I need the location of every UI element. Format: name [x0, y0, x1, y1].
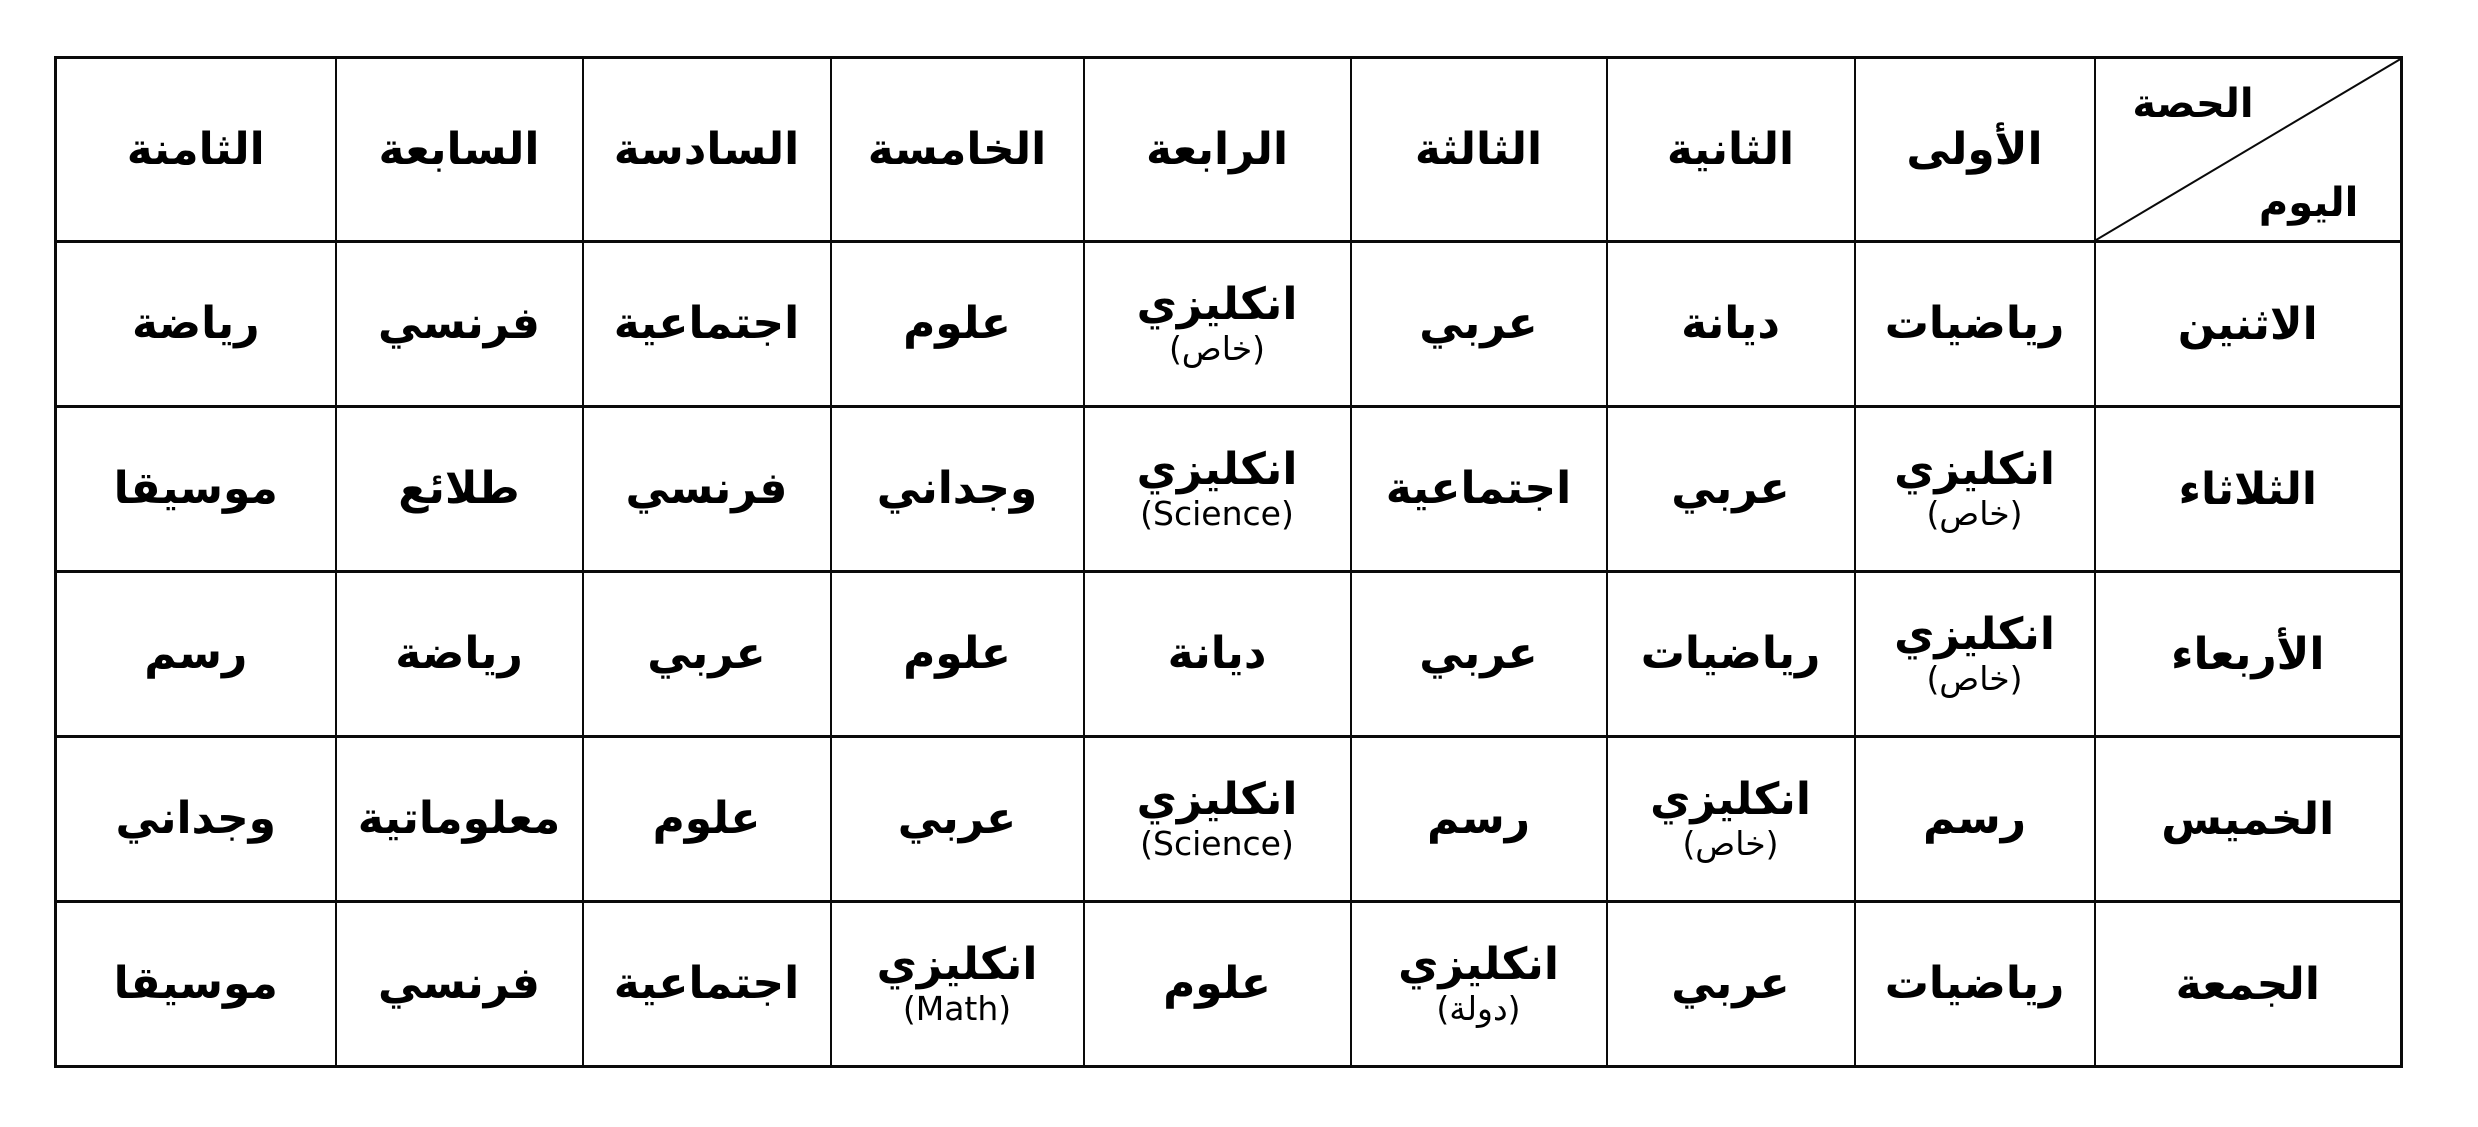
subject-cell	[336, 242, 583, 407]
subject-cell	[1351, 902, 1607, 1067]
period-header-1	[1855, 58, 2095, 242]
subject-cell	[1084, 572, 1351, 737]
table-row-tuesday	[56, 407, 2402, 572]
subject-detail: (خاص)	[1682, 823, 1779, 863]
corner-cell	[2095, 58, 2402, 242]
day-name: الثلاثاء	[2178, 463, 2317, 515]
subject-cell	[56, 572, 336, 737]
subject-cell	[336, 902, 583, 1067]
day-header	[2095, 737, 2402, 902]
period-header-4	[1084, 58, 1351, 242]
subject-name: فرنسي	[378, 958, 540, 1010]
period-header-7	[336, 58, 583, 242]
subject-cell	[336, 737, 583, 902]
period-header-label: الأولى	[1906, 124, 2043, 175]
subject-name: رياضة	[395, 628, 523, 680]
table-row-monday	[56, 242, 2402, 407]
subject-cell	[56, 902, 336, 1067]
subject-cell	[1855, 572, 2095, 737]
period-header-label: الرابعة	[1145, 124, 1289, 175]
subject-name: وجداني	[876, 463, 1038, 515]
subject-name: رسم	[1922, 793, 2027, 845]
subject-cell	[831, 902, 1084, 1067]
subject-name: رياضة	[131, 298, 260, 350]
subject-name: علوم	[903, 628, 1011, 680]
subject-cell	[1855, 242, 2095, 407]
subject-cell	[831, 737, 1084, 902]
subject-detail: (Math)	[902, 988, 1012, 1028]
subject-cell	[56, 242, 336, 407]
subject-name: علوم	[903, 298, 1011, 350]
day-header	[2095, 242, 2402, 407]
subject-name: موسيقا	[113, 958, 278, 1010]
subject-name: انكليزي	[1398, 939, 1559, 991]
subject-name: علوم	[652, 793, 761, 845]
subject-name: رياضيات	[1884, 298, 2065, 350]
day-name: الاثنين	[2177, 298, 2318, 350]
subject-cell	[1351, 407, 1607, 572]
subject-name: عربي	[1419, 628, 1538, 680]
table-row-wednesday	[56, 572, 2402, 737]
subject-name: عربي	[647, 628, 766, 680]
subject-name: انكليزي	[876, 939, 1038, 991]
subject-cell	[1855, 902, 2095, 1067]
period-header-label: الخامسة	[867, 124, 1047, 175]
subject-name: عربي	[1671, 958, 1790, 1010]
subject-cell	[831, 407, 1084, 572]
subject-cell	[336, 407, 583, 572]
subject-cell	[1351, 737, 1607, 902]
subject-cell	[1607, 737, 1855, 902]
subject-name: رسم	[1426, 793, 1531, 845]
subject-cell	[1607, 572, 1855, 737]
period-header-6	[583, 58, 831, 242]
subject-cell	[1607, 407, 1855, 572]
day-name: الجمعة	[2175, 958, 2320, 1010]
period-header-8	[56, 58, 336, 242]
subject-name: طلائع	[398, 463, 520, 515]
subject-name: انكليزي	[1894, 444, 2055, 496]
subject-cell	[1607, 242, 1855, 407]
period-header-5	[831, 58, 1084, 242]
subject-name: عربي	[897, 793, 1017, 845]
subject-cell	[56, 407, 336, 572]
period-header-label: السادسة	[613, 124, 800, 175]
subject-name: انكليزي	[1136, 774, 1298, 826]
subject-name: اجتماعية	[613, 298, 800, 350]
period-axis-label: الحصة	[2132, 81, 2254, 127]
subject-name: معلوماتية	[357, 793, 561, 845]
subject-cell	[1855, 407, 2095, 572]
subject-name: انكليزي	[1894, 609, 2055, 661]
period-header-label: الثانية	[1666, 124, 1795, 175]
subject-name: اجتماعية	[1385, 463, 1572, 515]
subject-name: فرنسي	[625, 463, 788, 515]
day-name: الخميس	[2161, 793, 2335, 845]
period-header-label: السابعة	[378, 124, 540, 175]
day-header	[2095, 407, 2402, 572]
subject-name: رياضيات	[1640, 628, 1821, 680]
day-name: الأربعاء	[2170, 628, 2325, 680]
subject-cell	[831, 572, 1084, 737]
subject-name: رياضيات	[1884, 958, 2065, 1010]
period-header-3	[1351, 58, 1607, 242]
table-row-thursday	[56, 737, 2402, 902]
subject-detail: (خاص)	[1926, 493, 2023, 533]
subject-cell	[831, 242, 1084, 407]
period-header-label: الثالثة	[1414, 124, 1543, 175]
subject-detail: (خاص)	[1926, 658, 2023, 698]
subject-name: موسيقا	[113, 463, 278, 515]
subject-name: علوم	[1163, 958, 1271, 1010]
subject-cell	[583, 572, 831, 737]
subject-detail: (دولة)	[1436, 988, 1521, 1028]
period-header-label: الثامنة	[126, 124, 265, 175]
table-row-friday	[56, 902, 2402, 1067]
subject-detail: (Science)	[1140, 823, 1294, 863]
subject-cell	[1351, 572, 1607, 737]
subject-cell	[1607, 902, 1855, 1067]
subject-cell	[336, 572, 583, 737]
subject-name: عربي	[1671, 463, 1790, 515]
subject-cell	[583, 407, 831, 572]
subject-cell	[583, 902, 831, 1067]
day-axis-label: اليوم	[2258, 180, 2359, 226]
subject-name: ديانة	[1167, 628, 1267, 680]
subject-cell	[1084, 737, 1351, 902]
subject-name: انكليزي	[1136, 279, 1298, 331]
subject-name: وجداني	[115, 793, 277, 845]
period-header-2	[1607, 58, 1855, 242]
header-row	[56, 58, 2402, 242]
subject-cell	[1351, 242, 1607, 407]
subject-name: رسم	[144, 628, 248, 680]
subject-name: انكليزي	[1136, 444, 1298, 496]
subject-cell	[1084, 902, 1351, 1067]
subject-cell	[1084, 407, 1351, 572]
subject-name: اجتماعية	[613, 958, 800, 1010]
subject-cell	[56, 737, 336, 902]
subject-name: فرنسي	[378, 298, 540, 350]
subject-detail: (خاص)	[1168, 328, 1266, 368]
subject-name: انكليزي	[1650, 774, 1811, 826]
school-timetable	[54, 56, 2403, 1068]
subject-name: ديانة	[1681, 298, 1780, 350]
subject-cell	[1855, 737, 2095, 902]
subject-cell	[583, 737, 831, 902]
day-header	[2095, 902, 2402, 1067]
subject-cell	[1084, 242, 1351, 407]
subject-detail: (Science)	[1140, 493, 1294, 533]
subject-cell	[583, 242, 831, 407]
subject-name: عربي	[1419, 298, 1538, 350]
day-header	[2095, 572, 2402, 737]
